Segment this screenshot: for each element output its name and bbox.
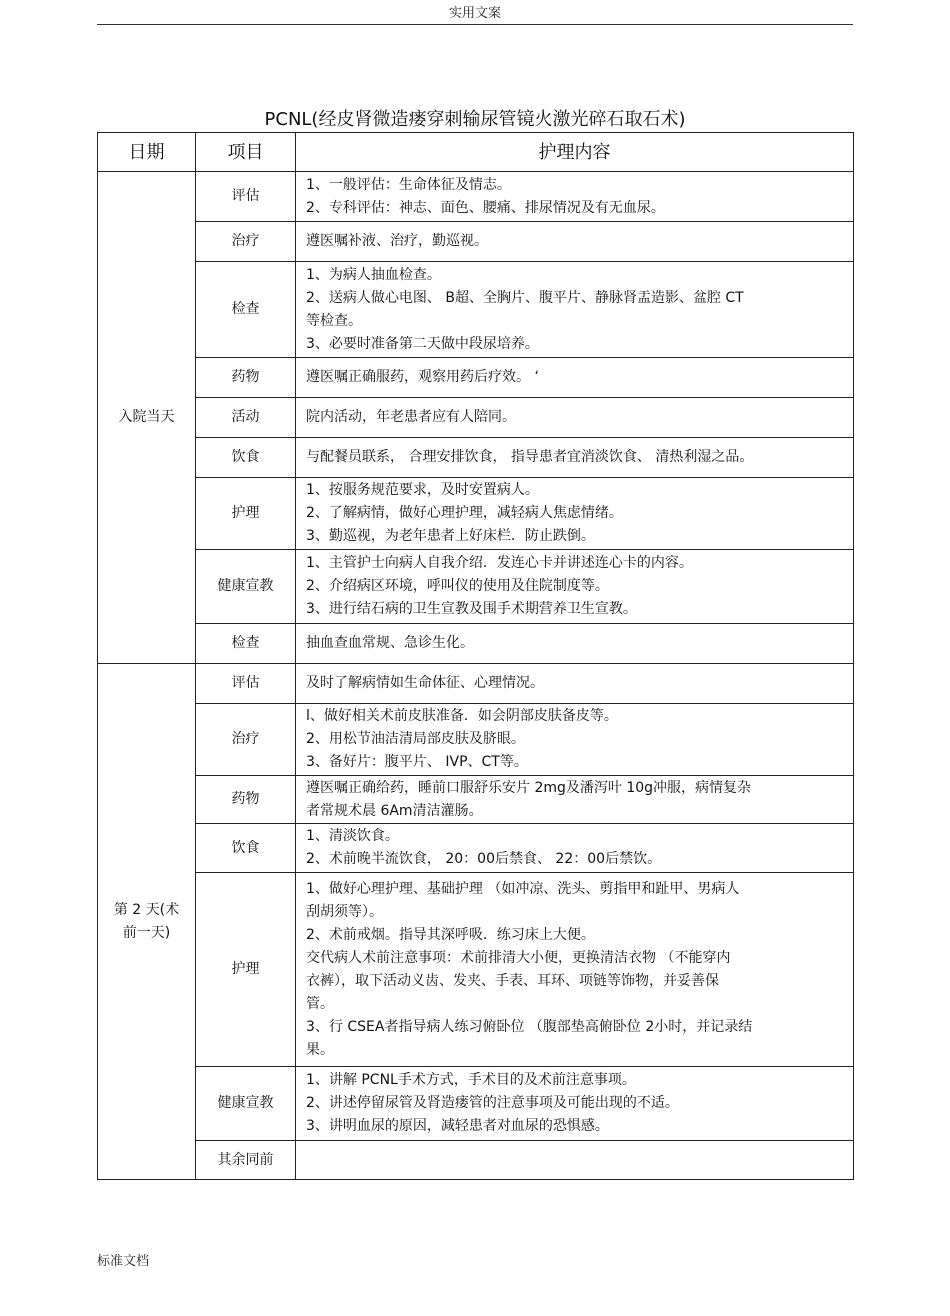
content-line: 1、清淡饮食。: [306, 828, 399, 844]
header-rule: [97, 24, 853, 25]
item-cell: 健康宣教: [196, 550, 296, 624]
content-line: 果。: [306, 1041, 334, 1058]
content-cell: [296, 1141, 854, 1180]
content-line: 2、介绍病区环境，呼叫仪的使用及住院制度等。: [306, 578, 609, 594]
item-cell: 饮食: [196, 438, 296, 478]
document-title: PCNL(经皮肾微造瘘穿刺输尿管镜火激光碎石取石术): [264, 109, 686, 130]
content-line: 者常规术晨 6Am清洁灌肠。: [306, 802, 483, 819]
content-cell: [296, 438, 854, 478]
item-cell: 活动: [196, 398, 296, 438]
header-content: 护理内容: [296, 133, 854, 172]
table-row: [98, 222, 854, 262]
content-line: 1、主管护士向病人自我介绍．发连心卡并讲述连心卡的内容。: [306, 555, 693, 571]
content-line: 等检查。: [306, 312, 362, 329]
content-cell: [296, 776, 854, 824]
content-line: 2、术前晚半流饮食， 20：00后禁食、 22：00后禁饮。: [306, 851, 662, 867]
content-line: 3、行 CSEA者指导病人练习俯卧位 （腹部垫高俯卧位 2小时，并记录结: [306, 1018, 753, 1035]
content-line: 1、做好心理护理、基础护理 （如冲凉、洗头、剪指甲和趾甲、男病人: [306, 880, 740, 897]
content-line: 遵医嘱补液、治疗，勤巡视。: [306, 233, 488, 249]
content-cell: [296, 664, 854, 704]
content-line: 遵医嘱正确服药，观察用药后疗效。 ‘: [306, 369, 539, 385]
item-cell: 评估: [196, 664, 296, 704]
page-header: 实用文案: [448, 6, 501, 21]
content-line: 刮胡须等）。: [306, 903, 383, 920]
content-cell: [296, 704, 854, 776]
content-line: 1、一般评估：生命体征及情志。: [306, 176, 511, 193]
content-cell: [296, 1067, 854, 1141]
content-line: 1、按服务规范要求，及时安置病人。: [306, 482, 539, 498]
item-cell: 护理: [196, 478, 296, 550]
table-row: [98, 704, 854, 776]
content-line: 3、必要时准备第二天做中段尿培养。: [306, 335, 539, 352]
item-cell: 药物: [196, 776, 296, 824]
table-row: [98, 824, 854, 873]
content-line: 3、备好片：腹平片、 IVP、CT等。: [306, 754, 528, 770]
content-line: 交代病人术前注意事项：术前排清大小便，更换清洁衣物 （不能穿内: [306, 949, 731, 966]
content-cell: [296, 262, 854, 358]
content-line: 2、了解病情，做好心理护理，减轻病人焦虑情绪。: [306, 505, 623, 521]
content-line: 1、讲解 PCNL手术方式，手术目的及术前注意事项。: [306, 1072, 636, 1088]
content-cell: [296, 358, 854, 398]
table-header-row: [98, 133, 854, 172]
item-cell: 饮食: [196, 824, 296, 873]
content-cell: [296, 873, 854, 1067]
page-footer: 标准文档: [97, 1254, 150, 1269]
content-line: 抽血查血常规、急诊生化。: [306, 635, 474, 651]
content-line: 管。: [306, 995, 334, 1012]
table-row: [98, 776, 854, 824]
item-cell: 药物: [196, 358, 296, 398]
content-cell: [296, 398, 854, 438]
content-cell: [296, 824, 854, 873]
table-row: [98, 478, 854, 550]
content-line: 2、讲述停留尿管及肾造瘘管的注意事项及可能出现的不适。: [306, 1095, 679, 1111]
table-body: [98, 172, 854, 1180]
content-line: l、做好相关术前皮肤准备．如会阴部皮肤备皮等。: [306, 708, 618, 724]
content-line: 2、用松节油洁清局部皮肤及脐眼。: [306, 731, 525, 747]
table-row: [98, 438, 854, 478]
item-cell: 检查: [196, 624, 296, 664]
item-cell: 治疗: [196, 222, 296, 262]
header-date: 日期: [98, 133, 196, 172]
nursing-plan-table: [97, 132, 854, 1180]
table-row: [98, 262, 854, 358]
item-cell: 检查: [196, 262, 296, 358]
content-line: 遵医嘱正确给药，睡前口服舒乐安片 2mg及潘泻叶 10g冲服，病情复杂: [306, 779, 752, 796]
content-line: 衣裤），取下活动义齿、发夹、手表、耳环、项链等饰物，并妥善保: [306, 972, 719, 989]
content-line: 2、送病人做心电图、 B超、全胸片、腹平片、静脉肾盂造影、盆腔 CT: [306, 289, 744, 306]
content-line: 3、讲明血尿的原因，减轻患者对血尿的恐惧感。: [306, 1118, 609, 1134]
content-line: 院内活动，年老患者应有人陪同。: [306, 409, 516, 425]
content-cell: [296, 550, 854, 624]
table-row: [98, 1141, 854, 1180]
table-row: [98, 172, 854, 222]
date-cell: 第 2 天(术前一天): [98, 664, 196, 1180]
content-line: 3、勤巡视，为老年患者上好床栏．防止跌倒。: [306, 528, 595, 544]
table-row: [98, 358, 854, 398]
table-row: [98, 550, 854, 624]
content-line: 2、专科评估：神志、面色、腰痛、排尿情况及有无血尿。: [306, 199, 665, 216]
item-cell: 健康宣教: [196, 1067, 296, 1141]
content-line: 1、为病人抽血检查。: [306, 266, 441, 283]
table-row: [98, 398, 854, 438]
item-cell: 评估: [196, 172, 296, 222]
content-cell: [296, 624, 854, 664]
content-line: 及时了解病情如生命体征、心理情况。: [306, 675, 544, 691]
content-cell: [296, 478, 854, 550]
table-row: [98, 1067, 854, 1141]
header-item: 项目: [196, 133, 296, 172]
content-line: 2、术前戒烟。指导其深呼吸．练习床上大便。: [306, 926, 595, 943]
content-line: 3、进行结石病的卫生宣教及围手术期营养卫生宣教。: [306, 601, 637, 617]
item-cell: 护理: [196, 873, 296, 1067]
content-line: 与配餐员联系， 合理安排饮食， 指导患者宜消淡饮食、 清热利湿之品。: [306, 449, 754, 465]
date-cell: 入院当天: [98, 172, 196, 664]
content-cell: [296, 172, 854, 222]
table-row: [98, 664, 854, 704]
table-row: [98, 873, 854, 1067]
item-cell: 治疗: [196, 704, 296, 776]
table-row: [98, 624, 854, 664]
content-cell: [296, 222, 854, 262]
item-cell: 其余同前: [196, 1141, 296, 1180]
